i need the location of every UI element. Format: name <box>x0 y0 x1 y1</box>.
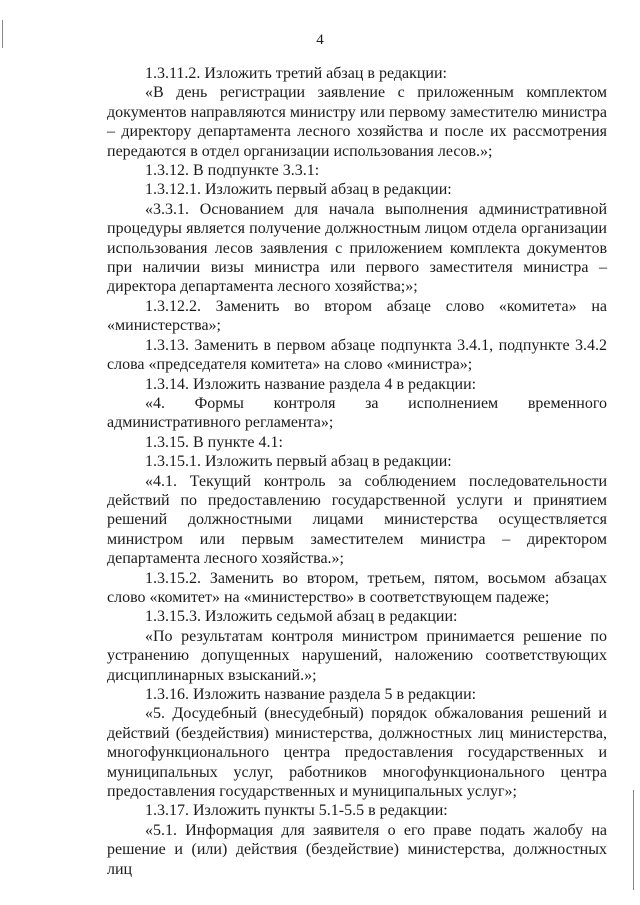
paragraph: 1.3.15.1. Изложить первый абзац в редакции: <box>145 453 452 471</box>
paragraph: 1.3.12. В подпункте 3.3.1: <box>145 162 320 180</box>
document-body <box>107 64 607 879</box>
paragraph: 1.3.17. Изложить пункты 5.1-5.5 в редакции: <box>145 802 448 820</box>
paragraph: 1.3.15.2. Заменить во втором, третьем, пятом, восьмом абзацах слово «комитет» на «министерство» в соответствующем падеже; <box>107 569 607 606</box>
paragraph: «3.3.1. Основанием для начала выполнения административной процедуры является получение должностным лицом отдела организации использования лесов заявления с приложением комплекта документов при наличии визы министра или первого заместителя министра – директора департамента лесного хозяйства;»; <box>107 200 607 296</box>
page-number: 4 <box>316 32 324 48</box>
paragraph: 1.3.11.2. Изложить третий абзац в редакции: <box>145 65 447 82</box>
paragraph: 1.3.15. В пункте 4.1: <box>145 433 283 451</box>
paragraph: «4. Формы контроля за исполнением временного административного регламента»; <box>107 394 607 432</box>
paragraph: 1.3.12.1. Изложить первый абзац в редакции: <box>145 181 452 199</box>
paragraph: 1.3.12.2. Заменить во втором абзаце слово «комитета» на «министерства»; <box>107 297 607 335</box>
paragraph: 1.3.14. Изложить название раздела 4 в редакции: <box>145 375 477 393</box>
paragraph: «4.1. Текущий контроль за соблюдением последовательности действий по предоставлению государственной услуги и принятием решений должностными лицами министерства осуществляется министром или первым заместителем министра – директором департамента лесного хозяйства.»; <box>107 472 607 568</box>
paragraph: 1.3.16. Изложить название раздела 5 в редакции: <box>145 686 477 703</box>
paragraph: 1.3.15.3. Изложить седьмой абзац в редакции: <box>145 608 458 626</box>
paragraph: 1.3.13. Заменить в первом абзаце подпункта 3.4.1, подпункте 3.4.2 слова «председателя комитета» на слово «министра»; <box>107 336 607 374</box>
scan-edge-mark-right <box>633 790 634 890</box>
paragraph: «По результатам контроля министром принимается решение по устранению допущенных нарушений, наложению соответствующих дисциплинарных взысканий.»; <box>107 627 607 684</box>
paragraph: «5. Досудебный (внесудебный) порядок обжалования решений и действий (бездействия) министерства, должностных лиц министерства, многофункционального центра предоставления государственных и муниципальных услуг, работников многофункционального центра предоставления государственных и муниципальных услуг»; <box>107 705 607 801</box>
paragraph: «5.1. Информация для заявителя о его праве подать жалобу на решение и (или) действия (бездействие) министерства, должностных лиц <box>107 821 607 878</box>
paragraph: «В день регистрации заявление с приложенным комплектом документов направляются министру или первому заместителю министра – директору департамента лесного хозяйства и после их рассмотрения передаются в отдел организации использования лесов.»; <box>107 84 607 160</box>
